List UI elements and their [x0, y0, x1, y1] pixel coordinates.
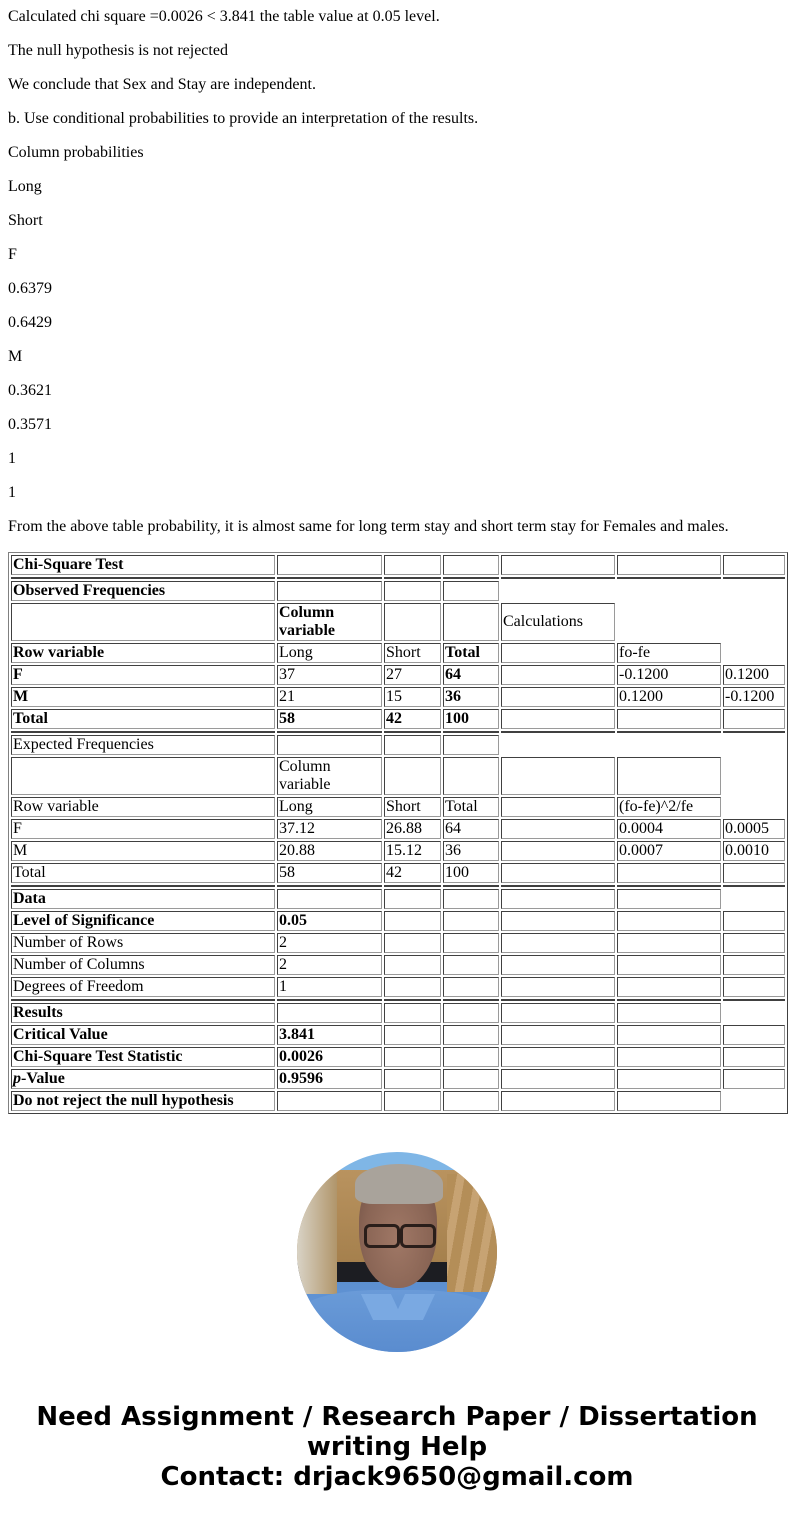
paragraph: 0.6379	[8, 280, 52, 297]
table-cell	[443, 977, 499, 997]
table-cell	[617, 889, 721, 909]
table-cell	[384, 977, 441, 997]
document-body	[8, 0, 786, 1516]
column-header: Long	[277, 797, 382, 817]
table-row	[11, 555, 785, 575]
column-variable-label: Column variable	[277, 757, 382, 795]
table-cell: 26.88	[384, 819, 441, 839]
table-cell	[277, 1003, 382, 1023]
table-cell: 20.88	[277, 841, 382, 861]
p-italic: p	[13, 1070, 21, 1087]
section-divider	[11, 731, 785, 733]
paragraph: From the above table probability, it is almost same for long term stay and short term stay for Females and males.	[8, 518, 729, 535]
table-cell	[443, 933, 499, 953]
column-header: Total	[443, 643, 499, 663]
table-cell: 21	[277, 687, 382, 707]
table-cell: 15.12	[384, 841, 441, 861]
promo-line: Need Assignment / Research Paper / Dissertation	[36, 1402, 758, 1432]
table-row	[11, 819, 785, 839]
row-label: Chi-Square Test Statistic	[11, 1047, 275, 1067]
table-cell	[617, 911, 721, 931]
row-variable-label: Row variable	[11, 643, 275, 663]
table-cell: 15	[384, 687, 441, 707]
table-row	[11, 665, 785, 685]
table-cell: 36	[443, 841, 499, 861]
p-value-label: -Value	[21, 1070, 65, 1087]
table-cell: 2	[277, 933, 382, 953]
table-cell	[11, 757, 275, 795]
table-cell	[617, 863, 721, 883]
table-row	[11, 1091, 785, 1111]
table-cell	[443, 911, 499, 931]
table-cell	[384, 735, 441, 755]
table-cell	[384, 911, 441, 931]
table-cell	[443, 1091, 499, 1111]
row-label: Critical Value	[11, 1025, 275, 1045]
paragraph: Calculated chi square =0.0026 < 3.841 the table value at 0.05 level.	[8, 8, 440, 25]
hair	[355, 1164, 443, 1204]
test-statistic-value: 0.0026	[277, 1047, 382, 1067]
table-cell: 0.1200	[617, 687, 721, 707]
table-cell	[384, 1047, 441, 1067]
table-row	[11, 955, 785, 975]
calc-header: (fo-fe)^2/fe	[617, 797, 721, 817]
table-cell	[723, 911, 785, 931]
row-label: Level of Significance	[11, 911, 275, 931]
paragraph: M	[8, 348, 23, 365]
section-divider	[11, 885, 785, 887]
table-row	[11, 687, 785, 707]
table-row	[11, 889, 785, 909]
section-label-observed: Observed Frequencies	[11, 581, 275, 601]
paragraph: b. Use conditional probabilities to provide an interpretation of the results.	[8, 110, 479, 127]
table-cell	[501, 1091, 615, 1111]
table-row	[11, 863, 785, 883]
table-cell	[617, 955, 721, 975]
table-cell	[443, 1047, 499, 1067]
row-variable-label: Row variable	[11, 797, 275, 817]
table-cell	[443, 955, 499, 975]
table-row	[11, 841, 785, 861]
table-cell	[501, 1003, 615, 1023]
table-cell	[617, 757, 721, 795]
table-cell	[723, 933, 785, 953]
table-header-row	[11, 643, 785, 663]
table-cell	[501, 555, 615, 575]
table-cell	[277, 735, 382, 755]
table-row	[11, 735, 785, 755]
section-divider	[11, 577, 785, 579]
column-header: Long	[277, 643, 382, 663]
row-label: F	[11, 819, 275, 839]
table-cell: 64	[443, 819, 499, 839]
table-cell	[384, 581, 441, 601]
table-cell	[723, 709, 785, 729]
calculations-label: Calculations	[501, 603, 615, 641]
table-cell	[723, 1047, 785, 1067]
column-header: Short	[384, 797, 441, 817]
promo-banner	[8, 1402, 786, 1516]
table-cell	[384, 889, 441, 909]
row-label: Number of Rows	[11, 933, 275, 953]
table-cell	[443, 1025, 499, 1045]
table-cell: 64	[443, 665, 499, 685]
table-cell	[277, 555, 382, 575]
row-label: M	[11, 841, 275, 861]
background-wall	[297, 1174, 337, 1294]
row-label: Degrees of Freedom	[11, 977, 275, 997]
table-cell: 37	[277, 665, 382, 685]
row-label: Number of Columns	[11, 955, 275, 975]
column-header: Total	[443, 797, 499, 817]
table-cell	[277, 1091, 382, 1111]
table-cell	[501, 819, 615, 839]
table-cell: 58	[277, 863, 382, 883]
table-cell	[443, 555, 499, 575]
table-cell	[501, 955, 615, 975]
table-cell: -0.1200	[723, 687, 785, 707]
table-cell	[277, 581, 382, 601]
table-row	[11, 933, 785, 953]
table-cell	[723, 555, 785, 575]
table-row	[11, 581, 785, 601]
table-row	[11, 1047, 785, 1067]
table-cell	[443, 735, 499, 755]
table-cell	[501, 665, 615, 685]
table-cell	[723, 1025, 785, 1045]
glasses-icon	[400, 1224, 436, 1248]
table-cell: 37.12	[277, 819, 382, 839]
critical-value: 3.841	[277, 1025, 382, 1045]
table-row	[11, 1003, 785, 1023]
calc-header: fo-fe	[617, 643, 721, 663]
table-cell: 0.0005	[723, 819, 785, 839]
table-cell	[501, 687, 615, 707]
row-label: M	[11, 687, 275, 707]
table-cell: -0.1200	[617, 665, 721, 685]
author-photo-container	[8, 1152, 786, 1352]
row-label: Total	[11, 863, 275, 883]
table-cell	[617, 977, 721, 997]
paragraph: 1	[8, 450, 16, 467]
paragraph: 1	[8, 484, 16, 501]
table-cell: 0.05	[277, 911, 382, 931]
row-label: F	[11, 665, 275, 685]
table-cell	[617, 1003, 721, 1023]
table-cell	[277, 889, 382, 909]
table-cell: 0.1200	[723, 665, 785, 685]
table-row	[11, 1025, 785, 1045]
table-cell	[501, 863, 615, 883]
shirt	[297, 1290, 497, 1352]
table-cell	[384, 603, 441, 641]
table-cell	[617, 1091, 721, 1111]
table-cell	[501, 1069, 615, 1089]
promo-line: writing Help	[306, 1432, 488, 1462]
table-cell: 42	[384, 709, 441, 729]
paragraph: The null hypothesis is not rejected	[8, 42, 228, 59]
paragraph: Short	[8, 212, 43, 229]
table-cell	[443, 1069, 499, 1089]
table-cell	[723, 977, 785, 997]
avatar	[297, 1152, 497, 1352]
table-cell	[501, 709, 615, 729]
table-row	[11, 709, 785, 729]
table-cell	[617, 555, 721, 575]
paragraph: 0.3621	[8, 382, 52, 399]
section-label-expected: Expected Frequencies	[11, 735, 275, 755]
table-cell	[501, 889, 615, 909]
table-cell	[443, 581, 499, 601]
table-row	[11, 603, 785, 641]
table-cell: 100	[443, 863, 499, 883]
table-cell: 58	[277, 709, 382, 729]
table-cell: 0.0007	[617, 841, 721, 861]
table-cell	[501, 797, 615, 817]
section-label-data: Data	[11, 889, 275, 909]
table-row	[11, 911, 785, 931]
table-cell: 27	[384, 665, 441, 685]
table-cell	[617, 1025, 721, 1045]
chi-square-table	[8, 552, 788, 1114]
table-cell	[723, 955, 785, 975]
table-cell	[617, 1047, 721, 1067]
table-cell	[501, 977, 615, 997]
paragraph: F	[8, 246, 17, 263]
table-title: Chi-Square Test	[11, 555, 275, 575]
table-cell: 36	[443, 687, 499, 707]
row-label	[11, 1069, 275, 1089]
table-cell	[384, 757, 441, 795]
table-cell	[443, 603, 499, 641]
table-cell	[501, 757, 615, 795]
table-cell	[384, 1069, 441, 1089]
table-row	[11, 977, 785, 997]
p-value: 0.9596	[277, 1069, 382, 1089]
table-cell	[501, 643, 615, 663]
table-cell: 42	[384, 863, 441, 883]
column-variable-label: Column variable	[277, 603, 382, 641]
table-cell	[11, 603, 275, 641]
table-row	[11, 757, 785, 795]
table-header-row	[11, 797, 785, 817]
paragraph: We conclude that Sex and Stay are independent.	[8, 76, 316, 93]
table-cell	[384, 1025, 441, 1045]
paragraph: 0.6429	[8, 314, 52, 331]
table-cell	[443, 757, 499, 795]
conclusion: Do not reject the null hypothesis	[11, 1091, 275, 1111]
glasses-icon	[364, 1224, 400, 1248]
table-cell	[501, 1025, 615, 1045]
table-cell	[617, 933, 721, 953]
table-cell	[384, 1003, 441, 1023]
table-cell	[617, 709, 721, 729]
table-cell	[384, 555, 441, 575]
promo-contact: Contact: drjack9650@gmail.com	[160, 1462, 634, 1492]
table-cell	[443, 1003, 499, 1023]
table-cell	[501, 933, 615, 953]
table-cell	[501, 911, 615, 931]
table-cell: 0.0010	[723, 841, 785, 861]
table-cell: 100	[443, 709, 499, 729]
table-cell	[384, 933, 441, 953]
column-header: Short	[384, 643, 441, 663]
table-cell	[617, 1069, 721, 1089]
section-label-results: Results	[11, 1003, 275, 1023]
paragraph: Column probabilities	[8, 144, 144, 161]
table-cell	[501, 841, 615, 861]
table-cell	[501, 1047, 615, 1067]
paragraph: 0.3571	[8, 416, 52, 433]
table-cell	[384, 955, 441, 975]
table-cell	[384, 1091, 441, 1111]
table-cell	[443, 889, 499, 909]
background-wall	[447, 1174, 497, 1292]
table-cell: 2	[277, 955, 382, 975]
section-divider	[11, 999, 785, 1001]
table-cell: 1	[277, 977, 382, 997]
table-cell	[723, 1069, 785, 1089]
row-label: Total	[11, 709, 275, 729]
table-cell	[723, 863, 785, 883]
table-row	[11, 1069, 785, 1089]
paragraph: Long	[8, 178, 42, 195]
table-cell: 0.0004	[617, 819, 721, 839]
